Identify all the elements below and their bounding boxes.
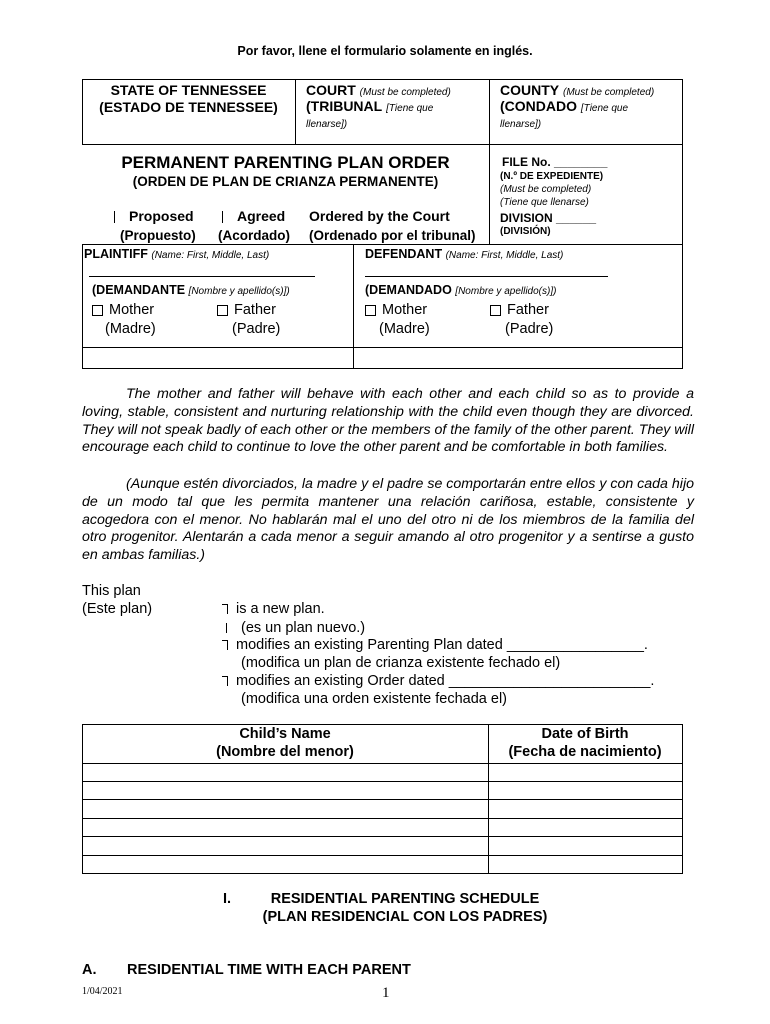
- tribunal-label: (TRIBUNAL: [306, 98, 383, 114]
- court-label: COURT: [306, 82, 356, 98]
- condado-label: (CONDADO: [500, 98, 577, 114]
- tribunal-note: [Tiene que: [386, 103, 434, 114]
- agreed-label-es: (Acordado): [218, 228, 290, 243]
- child-table-header-line: [82, 763, 683, 764]
- plan-new-option[interactable]: [222, 601, 325, 617]
- defendant-father-checkbox[interactable]: [490, 305, 501, 316]
- defendant-father-label: Father: [507, 302, 549, 318]
- condado-note: [Tiene que: [580, 103, 629, 114]
- condado-note-2: llenarse]): [500, 119, 542, 130]
- plan-label-es: (Este plan): [82, 601, 153, 617]
- division-label-es: (DIVISIÓN): [500, 226, 551, 237]
- top-box-border-right: [682, 79, 683, 368]
- form-title: PERMANENT PARENTING PLAN ORDER: [121, 153, 450, 172]
- child-name-header: Child’s Name: [239, 726, 331, 742]
- ordered-option[interactable]: Ordered by the Court: [309, 208, 450, 224]
- subsection-letter: A.: [82, 962, 97, 978]
- top-box-divider-2: [489, 79, 490, 244]
- defendant-mother-option[interactable]: [365, 302, 427, 318]
- state-label: STATE OF TENNESSEE: [110, 82, 267, 98]
- county-field[interactable]: [500, 82, 680, 136]
- demandante-label-row: [92, 283, 290, 297]
- plan-modify-order-label-es: (modifica una orden existente fechada el): [241, 691, 507, 707]
- defendant-father-option[interactable]: [490, 302, 549, 318]
- plaintiff-father-checkbox[interactable]: [217, 305, 228, 316]
- demandante-note: [Nombre y apellido(s)]): [188, 286, 290, 297]
- plaintiff-label: PLAINTIFF: [84, 247, 148, 261]
- defendant-padre-label: (Padre): [505, 321, 554, 337]
- county-note: (Must be completed): [563, 87, 655, 98]
- defendant-note: (Name: First, Middle, Last): [445, 250, 564, 261]
- footer-date: 1/04/2021: [82, 986, 123, 997]
- child-table-bottom: [82, 873, 683, 874]
- defendant-label: DEFENDANT: [365, 247, 443, 261]
- court-field[interactable]: [306, 82, 486, 136]
- child-name-header-es: (Nombre del menor): [216, 744, 354, 760]
- court-note: (Must be completed): [359, 87, 451, 98]
- plaintiff-name-line[interactable]: [89, 276, 315, 277]
- plan-new-option-es: [226, 620, 365, 636]
- defendant-madre-label: (Madre): [379, 321, 430, 337]
- child-table-row-line: [82, 836, 683, 837]
- plaintiff-mother-label: Mother: [109, 302, 155, 318]
- parties-divider: [353, 244, 354, 368]
- dob-header: Date of Birth: [541, 726, 629, 742]
- top-box-border-top: [82, 79, 683, 80]
- plaintiff-note: (Name: First, Middle, Last): [151, 250, 270, 261]
- child-table-row-line: [82, 799, 683, 800]
- plan-modify-order-option[interactable]: [222, 673, 654, 689]
- section-title-es: (PLAN RESIDENCIAL CON LOS PADRES): [262, 909, 548, 925]
- plan-modify-order-checkbox[interactable]: [222, 676, 228, 686]
- plaintiff-padre-label: (Padre): [232, 321, 281, 337]
- file-must-note: (Must be completed): [500, 184, 592, 195]
- parties-border-bottom: [82, 368, 683, 369]
- top-box-divider-1: [295, 79, 296, 144]
- plan-modify-plan-checkbox[interactable]: [222, 640, 228, 650]
- parties-border-left: [82, 244, 83, 368]
- division-field[interactable]: DIVISION ______: [500, 211, 597, 225]
- demandado-label-row: [365, 283, 556, 297]
- dob-header-es: (Fecha de nacimiento): [508, 744, 662, 760]
- proposed-label-es: (Propuesto): [120, 228, 196, 243]
- county-label: COUNTY: [500, 82, 560, 98]
- plan-modify-order-label: modifies an existing Order dated _________________________.: [236, 673, 655, 689]
- state-label-es: (ESTADO DE TENNESSEE): [99, 99, 278, 115]
- plaintiff-mother-option[interactable]: [92, 302, 154, 318]
- child-table-row-line: [82, 781, 683, 782]
- child-table-top: [82, 724, 683, 725]
- demandado-note: [Nombre y apellido(s)]): [455, 286, 557, 297]
- plaintiff-father-option[interactable]: [217, 302, 276, 318]
- plan-modify-plan-label: modifies an existing Parenting Plan dated _________________.: [236, 637, 648, 653]
- defendant-mother-label: Mother: [382, 302, 428, 318]
- behavior-paragraph-en: The mother and father will behave with each other and each child so as to provide a loving, stable, consistent and nurturing relationship with the child even though they are divorced. They will not speak badly of each other or the members of the family of the other parent. They will encourage each child to continue to love the other parent and be comfortable in both families.: [82, 386, 694, 456]
- file-tiene-note: (Tiene que llenarse): [500, 197, 589, 208]
- defendant-mother-checkbox[interactable]: [365, 305, 376, 316]
- child-table-row-line: [82, 855, 683, 856]
- agreed-label: Agreed: [237, 208, 286, 224]
- plan-new-label-es: (es un plan nuevo.): [241, 620, 366, 636]
- subsection-title: RESIDENTIAL TIME WITH EACH PARENT: [127, 962, 411, 978]
- plaintiff-label-row: [84, 247, 269, 261]
- plaintiff-father-label: Father: [234, 302, 276, 318]
- tribunal-note-2: llenarse]): [306, 119, 348, 130]
- plaintiff-madre-label: (Madre): [105, 321, 156, 337]
- form-language-note: Por favor, llene el formulario solamente en inglés.: [237, 44, 533, 58]
- agreed-option[interactable]: [222, 208, 285, 224]
- proposed-option[interactable]: [114, 208, 194, 224]
- proposed-checkbox[interactable]: [114, 211, 121, 223]
- parties-row-line: [82, 347, 683, 348]
- form-subtitle: (ORDEN DE PLAN DE CRIANZA PERMANENTE): [132, 174, 439, 189]
- agreed-checkbox[interactable]: [222, 211, 229, 223]
- plan-modify-plan-option[interactable]: [222, 637, 648, 653]
- section-number: I.: [223, 891, 232, 907]
- child-table-row-line: [82, 818, 683, 819]
- file-no-field[interactable]: FILE No. ________: [502, 155, 608, 169]
- parties-border-top: [82, 244, 683, 245]
- plan-modify-plan-label-es: (modifica un plan de crianza existente fechado el): [241, 655, 561, 671]
- plan-new-marker: [226, 623, 233, 633]
- defendant-name-line[interactable]: [365, 276, 608, 277]
- plaintiff-mother-checkbox[interactable]: [92, 305, 103, 316]
- ordered-label-es: (Ordenado por el tribunal): [309, 228, 476, 243]
- plan-label: This plan: [82, 583, 141, 599]
- demandado-label: (DEMANDADO: [365, 283, 452, 297]
- behavior-paragraph-es: (Aunque estén divorciados, la madre y el padre se comportarán entre ellos y con cada hijo de un modo tal que les permita mantener una relación cariñosa, estable, consistente y acogedora con el menor. No hablarán mal el uno del otro ni de los miembros de la familia del otro progenitor. Alentarán a cada menor a seguir amando al otro progenitor y a sentirse a gusto en ambas familias.): [82, 476, 694, 564]
- proposed-label: Proposed: [129, 208, 194, 224]
- plan-new-label: is a new plan.: [236, 601, 325, 617]
- section-title: RESIDENTIAL PARENTING SCHEDULE: [270, 891, 540, 907]
- top-box-border-bottom: [82, 144, 683, 145]
- expediente-label: (N.º DE EXPEDIENTE): [500, 171, 604, 182]
- page-number: 1: [382, 985, 390, 1001]
- demandante-label: (DEMANDANTE: [92, 283, 186, 297]
- plan-new-checkbox[interactable]: [222, 604, 228, 614]
- defendant-label-row: [365, 247, 563, 261]
